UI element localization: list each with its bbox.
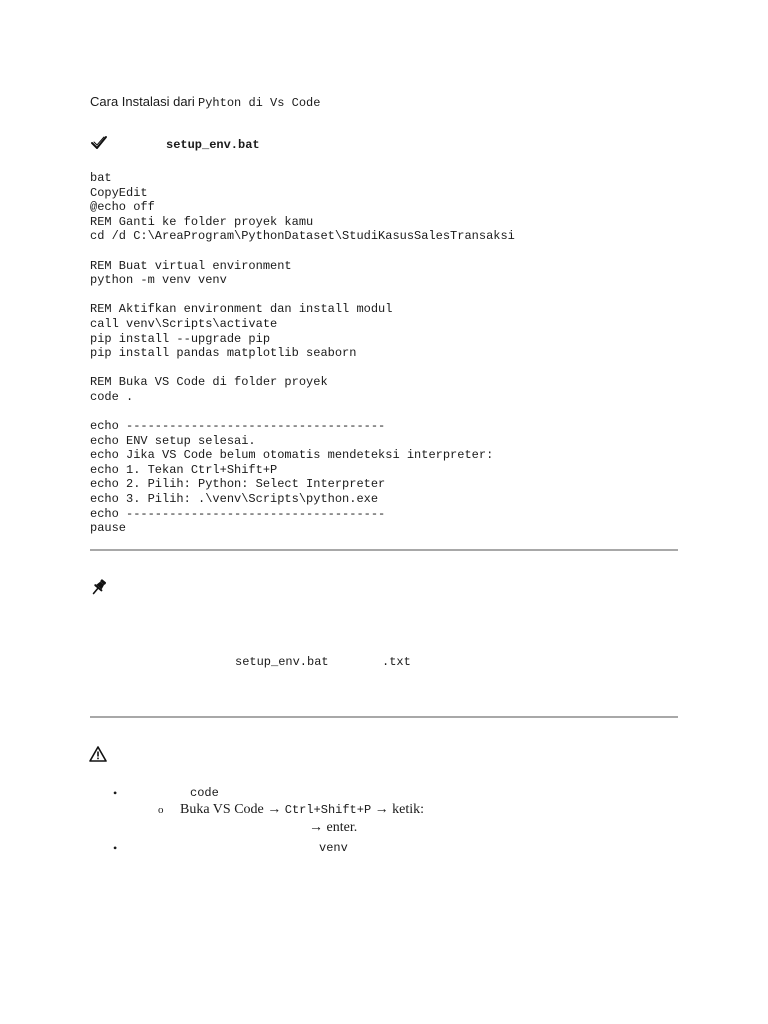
code-line: call venv\Scripts\activate bbox=[90, 316, 278, 331]
step-text-after: → ketik: bbox=[374, 802, 425, 817]
inline-code-venv: venv bbox=[319, 841, 348, 855]
code-line: echo ------------------------------------ bbox=[90, 506, 386, 521]
divider bbox=[90, 549, 678, 551]
code-line: echo 1. Tekan Ctrl+Shift+P bbox=[90, 462, 278, 477]
sub-bullet: o bbox=[158, 804, 164, 816]
code-line: python -m venv venv bbox=[90, 273, 227, 288]
code-line: echo 2. Pilih: Python: Select Interpreter bbox=[90, 477, 386, 492]
bullet: • bbox=[113, 786, 118, 800]
inline-file-name: setup_env.bat bbox=[235, 655, 329, 669]
check-icon bbox=[90, 134, 108, 152]
pushpin-icon bbox=[90, 578, 108, 596]
page-title bbox=[90, 94, 320, 110]
inline-code-code: code bbox=[190, 786, 219, 800]
code-line: echo ------------------------------------ bbox=[90, 419, 386, 434]
code-line: code . bbox=[90, 389, 134, 404]
step-instruction bbox=[180, 802, 424, 818]
code-line: @echo off bbox=[90, 200, 155, 215]
divider bbox=[90, 716, 678, 718]
code-line: REM Buka VS Code di folder proyek bbox=[90, 375, 328, 390]
title-code: Pyhton di Vs Code bbox=[198, 96, 321, 110]
code-line: REM Ganti ke folder proyek kamu bbox=[90, 214, 314, 229]
step-text-before: Buka VS Code → bbox=[180, 802, 282, 817]
code-line: echo 3. Pilih: .\venv\Scripts\python.exe bbox=[90, 492, 379, 507]
code-line: REM Buat virtual environment bbox=[90, 258, 292, 273]
title-prefix: Cara Instalasi dari bbox=[90, 94, 195, 109]
code-line: echo ENV setup selesai. bbox=[90, 433, 256, 448]
code-block bbox=[90, 171, 515, 536]
code-line: CopyEdit bbox=[90, 185, 148, 200]
bullet: • bbox=[113, 841, 118, 855]
warning-icon bbox=[89, 745, 107, 763]
file-name: setup_env.bat bbox=[166, 138, 260, 152]
inline-file-extension: .txt bbox=[382, 655, 411, 669]
step-enter: → enter. bbox=[309, 820, 358, 835]
code-line: REM Aktifkan environment dan install modul bbox=[90, 302, 393, 317]
code-line: pause bbox=[90, 521, 127, 536]
code-line: cd /d C:\AreaProgram\PythonDataset\StudiKasusSalesTransaksi bbox=[90, 229, 515, 244]
code-line: pip install --upgrade pip bbox=[90, 331, 271, 346]
code-line: echo Jika VS Code belum otomatis mendeteksi interpreter: bbox=[90, 448, 494, 463]
code-line: bat bbox=[90, 171, 112, 185]
keyboard-shortcut: Ctrl+Shift+P bbox=[284, 803, 372, 817]
code-line: pip install pandas matplotlib seaborn bbox=[90, 346, 357, 361]
